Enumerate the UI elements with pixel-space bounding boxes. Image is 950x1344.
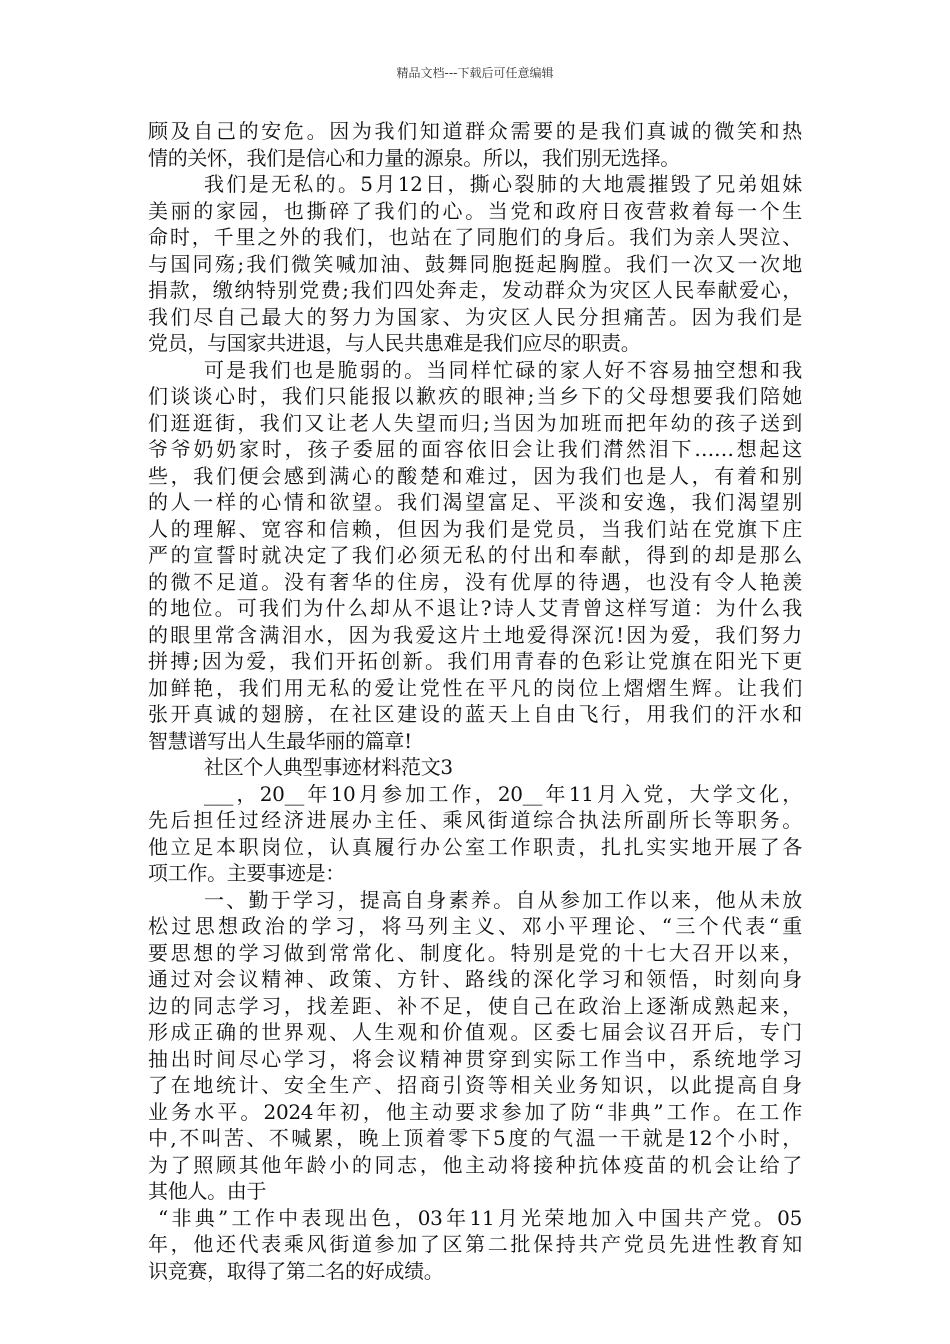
text-line: 加鲜艳，我们用无私的爱让党性在平凡的岗位上熠熠生辉。让我们 [148, 675, 802, 700]
text-line: 人的理解、宽容和信赖，但因为我们是党员，当我们站在党旗下庄 [148, 516, 802, 541]
text-line: 要思想的学习做到常常化、制度化。特别是党的十七大召开以来， [148, 940, 802, 965]
text-line: 松过思想政治的学习，将马列主义、邓小平理论、“三个代表“重 [148, 914, 802, 938]
text-line: 通过对会议精神、政策、方针、路线的深化学习和领悟，时刻向身 [148, 967, 802, 991]
text-line: 情的关怀，我们是信心和力量的源泉。所以，我们别无选择。 [148, 145, 680, 170]
text-line: 年，他还代表乘风街道参加了区第二批保持共产党员先进性教育知 [148, 1232, 802, 1256]
text-line: 的微不足道。没有奢华的住房，没有优厚的待遇，也没有令人艳羡 [148, 569, 802, 594]
text-line: 些，我们便会感到满心的酸楚和难过，因为我们也是人，有着和别 [148, 463, 802, 488]
text-line: 党员，与国家共进退，与人民共患难是我们应尽的职责。 [148, 331, 641, 355]
text-line: 顾及自己的安危。因为我们知道群众需要的是我们真诚的微笑和热 [148, 119, 802, 143]
text-line: 的人一样的心情和欲望。我们渴望富足、平淡和安逸，我们渴望别 [148, 490, 802, 514]
text-line: 他立足本职岗位，认真履行办公室工作职责，扎扎实实地开展了各 [148, 834, 802, 859]
document-body [148, 118, 802, 1284]
text-line: 项工作。主要事迹是： [148, 861, 345, 885]
text-line: 一、勤于学习，提高自身素养。自从参加工作以来，他从未放 [204, 887, 802, 912]
text-line: 形成正确的世界观、人生观和价值观。区委七届会议召开后，专门 [148, 1020, 802, 1044]
text-line: ___，20__年10月参加工作，20__年11月入党，大学文化， [204, 781, 802, 806]
text-line: “非典”工作中表现出色，03年11月光荣地加入中国共产党。05 [158, 1205, 802, 1230]
text-line: 捐款，缴纳特别党费;我们四处奔走，发动群众为灾区人民奉献爱心， [148, 278, 802, 302]
text-line: 的地位。可我们为什么却从不退让?诗人艾青曾这样写道：为什么我 [148, 596, 802, 620]
text-line: 们逛逛街，我们又让老人失望而归;当因为加班而把年幼的孩子送到 [148, 410, 802, 435]
text-line: 爷爷奶奶家时，孩子委屈的面容依旧会让我们潸然泪下……想起这 [148, 437, 802, 461]
text-line: 智慧谱写出人生最华丽的篇章! [148, 728, 412, 753]
text-line: 张开真诚的翅膀，在社区建设的蓝天上自由飞行，用我们的汗水和 [148, 702, 802, 726]
text-line: 我们是无私的。5月12日，撕心裂肺的大地震摧毁了兄弟姐妹 [204, 172, 802, 196]
text-line: 社区个人典型事迹材料范文3 [204, 755, 453, 779]
text-line: 可是我们也是脆弱的。当同样忙碌的家人好不容易抽空想和我 [204, 357, 802, 382]
text-line: 拼搏;因为爱，我们开拓创新。我们用青春的色彩让党旗在阳光下更 [148, 649, 802, 673]
text-line: 了在地统计、安全生产、招商引资等相关业务知识，以此提高自身 [148, 1073, 802, 1097]
text-line: 我们尽自己最大的努力为国家、为灾区人民分担痛苦。因为我们是 [148, 304, 802, 329]
text-line: 美丽的家园，也撕碎了我们的心。当党和政府日夜营救着每一个生 [148, 198, 802, 223]
text-line: 边的同志学习，找差距、补不足，使自己在政治上逐渐成熟起来， [148, 993, 802, 1018]
text-line: 与国同殇;我们微笑喊加油、鼓舞同胞挺起胸膛。我们一次又一次地 [148, 251, 802, 276]
text-line: 命时，千里之外的我们，也站在了同胞们的身后。我们为亲人哭泣、 [148, 225, 802, 249]
text-line: 的眼里常含满泪水，因为我爱这片土地爱得深沉!因为爱，我们努力 [148, 622, 802, 647]
text-line: 抽出时间尽心学习，将会议精神贯穿到实际工作当中，系统地学习 [148, 1046, 802, 1071]
text-line: 其他人。由于 [148, 1179, 267, 1203]
text-line: 严的宣誓时就决定了我们必须无私的付出和奉献，得到的却是那么 [148, 543, 802, 567]
text-line: 们谈谈心时，我们只能报以歉疚的眼神;当乡下的父母想要我们陪她 [148, 384, 802, 408]
text-line: 识竞赛，取得了第二名的好成绩。 [148, 1258, 444, 1283]
text-line: 中,不叫苦、不喊累，晚上顶着零下5度的气温一干就是12个小时， [148, 1126, 802, 1150]
text-line: 业务水平。2024年初，他主动要求参加了防“非典”工作。在工作 [148, 1099, 802, 1124]
page-header: 精品文档---下载后可任意编辑 [396, 66, 554, 80]
text-line: 为了照顾其他年龄小的同志，他主动将接种抗体疫苗的机会让给了 [148, 1152, 802, 1177]
text-line: 先后担任过经济进展办主任、乘风街道综合执法所副所长等职务。 [148, 808, 802, 832]
